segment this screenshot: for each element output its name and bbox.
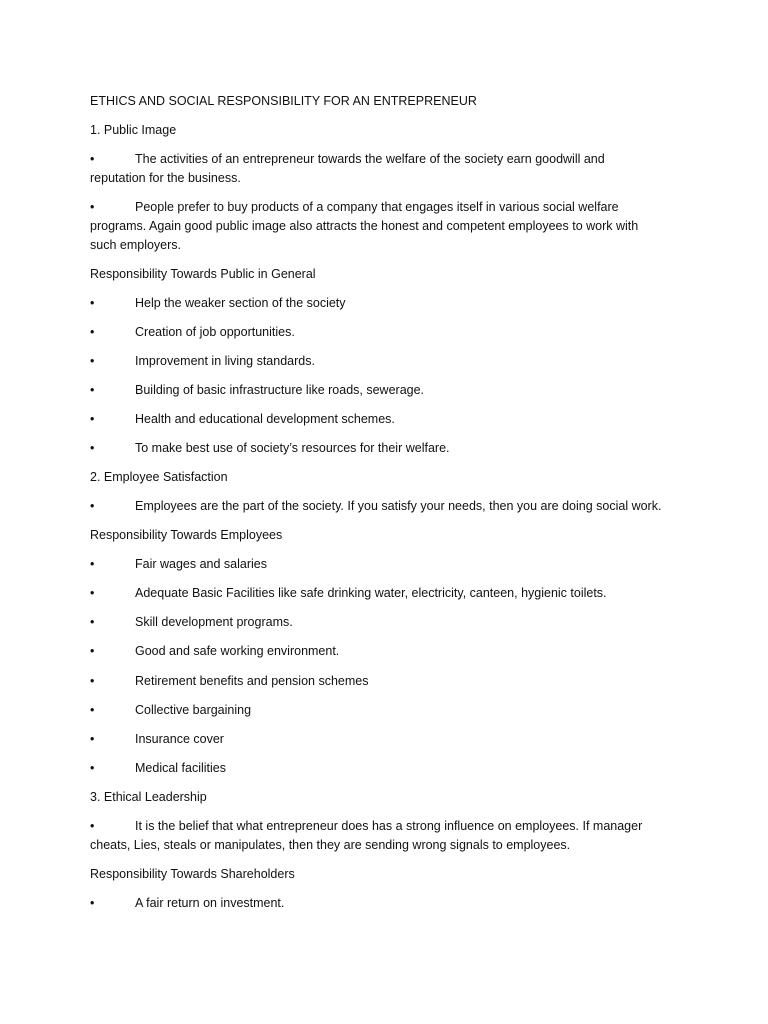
- bullet-icon: •: [90, 152, 95, 166]
- bullet-icon: •: [90, 732, 95, 746]
- list-item: • Fair wages and salaries: [90, 555, 267, 574]
- list-item: • Health and educational development schemes.: [90, 410, 395, 429]
- section-heading-public-general: Responsibility Towards Public in General: [90, 267, 316, 281]
- list-item: • People prefer to buy products of a company that engages itself in various social welfare programs. Again good public image also attracts the honest and competent employees to work with such employers.: [90, 200, 639, 252]
- list-item: • Skill development programs.: [90, 613, 293, 632]
- section-heading-shareholders: Responsibility Towards Shareholders: [90, 867, 295, 881]
- bullet-icon: •: [90, 586, 95, 600]
- list-item: • Creation of job opportunities.: [90, 323, 295, 342]
- bullet-icon: •: [90, 896, 95, 910]
- list-item: • It is the belief that what entrepreneur does has a strong influence on employees. If manager cheats, Lies, steals or manipulates, then they are sending wrong signals to employees.: [90, 819, 643, 852]
- list-item: • To make best use of society’s resources for their welfare.: [90, 439, 450, 458]
- list-item: • Building of basic infrastructure like roads, sewerage.: [90, 381, 424, 400]
- bullet-icon: •: [90, 644, 95, 658]
- bullet-icon: •: [90, 325, 95, 339]
- list-item: • Help the weaker section of the society: [90, 294, 346, 313]
- list-item: • Adequate Basic Facilities like safe drinking water, electricity, canteen, hygienic toilets.: [90, 584, 607, 603]
- list-item: • A fair return on investment.: [90, 894, 284, 913]
- section-heading-employees: Responsibility Towards Employees: [90, 528, 283, 542]
- bullet-icon: •: [90, 615, 95, 629]
- document-title: ETHICS AND SOCIAL RESPONSIBILITY FOR AN ENTREPRENEUR: [90, 94, 477, 108]
- bullet-icon: •: [90, 557, 95, 571]
- bullet-icon: •: [90, 200, 95, 214]
- bullet-icon: •: [90, 354, 95, 368]
- list-item: • The activities of an entrepreneur towards the welfare of the society earn goodwill and reputation for the business.: [90, 152, 605, 185]
- list-item: • Retirement benefits and pension schemes: [90, 672, 368, 691]
- bullet-icon: •: [90, 441, 95, 455]
- list-item: • Medical facilities: [90, 759, 226, 778]
- bullet-icon: •: [90, 412, 95, 426]
- bullet-icon: •: [90, 383, 95, 397]
- bullet-icon: •: [90, 819, 95, 833]
- bullet-icon: •: [90, 761, 95, 775]
- bullet-icon: •: [90, 674, 95, 688]
- list-item: • Insurance cover: [90, 730, 224, 749]
- section-heading-employee-satisfaction: 2. Employee Satisfaction: [90, 470, 228, 484]
- section-heading-ethical-leadership: 3. Ethical Leadership: [90, 790, 207, 804]
- bullet-icon: •: [90, 703, 95, 717]
- bullet-icon: •: [90, 296, 95, 310]
- list-item: • Collective bargaining: [90, 701, 251, 720]
- list-item: • Employees are the part of the society. If you satisfy your needs, then you are doing social work.: [90, 497, 661, 516]
- list-item: • Good and safe working environment.: [90, 642, 339, 661]
- section-heading-public-image: 1. Public Image: [90, 123, 177, 137]
- list-item: • Improvement in living standards.: [90, 352, 315, 371]
- bullet-icon: •: [90, 499, 95, 513]
